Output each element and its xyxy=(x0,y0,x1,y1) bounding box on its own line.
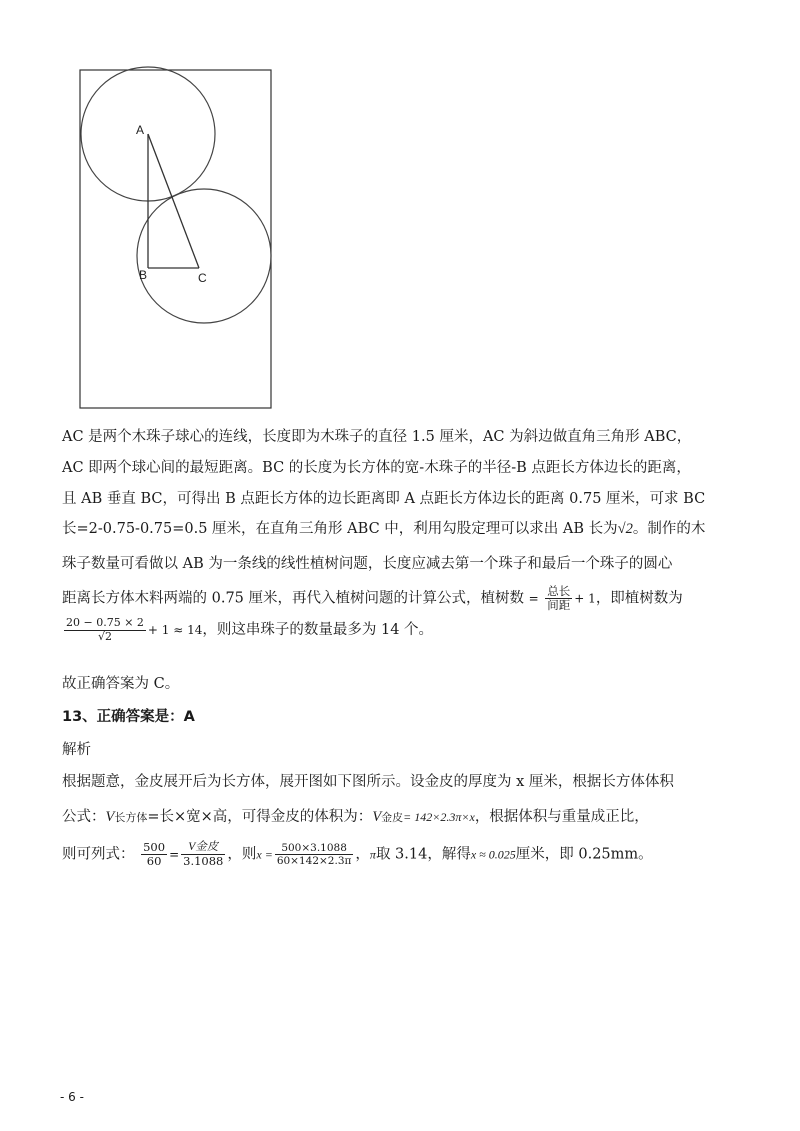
ratio-eq: = xyxy=(169,847,180,862)
pi-symbol: π xyxy=(369,847,376,862)
para1-line4-text: 长=2-0.75-0.75=0.5 厘米，在直角三角形 ABC 中，利用勾股定理可以求出 AB 长为 xyxy=(62,521,618,537)
para1-line4 xyxy=(62,517,705,538)
formula-tail: + 1 ≈ 14 xyxy=(147,623,203,638)
fraction-numerator: V金皮 xyxy=(181,841,225,855)
q13-line2-text: 公式： xyxy=(62,809,106,825)
x-fraction xyxy=(275,842,354,867)
fraction-denominator: 60×142×2.3π xyxy=(276,855,352,868)
beads-diagram xyxy=(0,0,800,420)
fraction-denominator: 间距 xyxy=(547,598,571,613)
cuboid-outline xyxy=(80,70,271,408)
q13-line3-tail: 厘米，即 0.25mm。 xyxy=(515,846,653,863)
para1-line4-tail: 。制作的木 xyxy=(632,521,706,537)
para1-line7 xyxy=(62,617,433,643)
q13-line2 xyxy=(62,805,649,826)
q13-line2-formula: =长×宽×高，可得金皮的体积为： xyxy=(147,809,373,825)
v-subscript-gold: 金皮 xyxy=(381,811,404,824)
ratio-fraction-left xyxy=(141,841,167,868)
para1-line3: 且 AB 垂直 BC，可得出 B 点距长方体的边长距离即 A 点距长方体边长的距离 0.75 厘米，可求 BC xyxy=(62,491,706,507)
analysis-label: 解析 xyxy=(62,742,91,758)
bead-circle-c xyxy=(137,189,271,323)
label-c: C xyxy=(198,271,207,285)
v-subscript-cuboid: 长方体 xyxy=(114,811,148,824)
planting-formula-fraction xyxy=(545,585,572,612)
q13-line2-tail: ，根据体积与重量成正比， xyxy=(474,809,649,825)
label-a: A xyxy=(136,123,145,137)
label-b: B xyxy=(139,268,148,282)
ratio-fraction-right xyxy=(181,841,225,868)
para1-line2: AC 即两个球心间的最短距离。BC 的长度为长方体的宽-木珠子的半径-B 点距长方体边长的距离， xyxy=(62,460,691,476)
formula-eq: = xyxy=(528,591,539,606)
q13-line3-take: 取 3.14，解得 xyxy=(375,846,471,863)
para1-line5: 珠子数量可看做以 AB 为一条线的线性植树问题，长度应减去第一个珠子和最后一个珠子的圆心 xyxy=(62,556,673,572)
q13-line3-comma: ， xyxy=(355,846,370,863)
x-equals: x = xyxy=(256,847,273,862)
fraction-numerator: 总长 xyxy=(547,584,571,598)
fraction-denominator: 60 xyxy=(146,854,162,869)
q13-line3-text: 则可列式： xyxy=(62,846,135,863)
para1-line7-text: ，则这串珠子的数量最多为 14 个。 xyxy=(202,622,434,639)
sqrt2: √2 xyxy=(617,521,633,537)
para1-line6-text: 距离长方体木料两端的 0.75 厘米，再代入植树问题的计算公式，植树数 xyxy=(62,590,525,607)
q13-line1: 根据题意，金皮展开后为长方体，展开图如下图所示。设金皮的厚度为 x 厘米，根据长方体体积 xyxy=(62,774,674,790)
v-symbol: V xyxy=(372,809,382,825)
count-formula-fraction xyxy=(64,617,146,643)
fraction-numerator: 20 − 0.75 × 2 xyxy=(66,616,144,629)
para1-line6-tail: ，即植树数为 xyxy=(595,590,683,607)
conclusion: 故正确答案为 C。 xyxy=(62,676,180,692)
para1-line6 xyxy=(62,585,683,612)
v-symbol: V xyxy=(105,809,115,825)
fraction-denominator: 3.1088 xyxy=(183,854,224,869)
formula-tail: + 1 xyxy=(574,591,596,606)
x-result: x ≈ 0.025 xyxy=(470,847,516,862)
fraction-numerator: 500×3.1088 xyxy=(275,842,354,855)
gold-volume-expr: = 142×2.3π×x xyxy=(403,810,475,824)
fraction-numerator: 500 xyxy=(143,840,166,854)
q13-heading: 13、正确答案是：A xyxy=(62,709,195,725)
q13-line3-then: ，则 xyxy=(227,846,257,863)
q13-line3 xyxy=(62,841,653,868)
page-number: - 6 - xyxy=(60,1090,84,1104)
fraction-denominator: √2 xyxy=(97,629,112,643)
para1-line1: AC 是两个木珠子球心的连线，长度即为木珠子的直径 1.5 厘米，AC 为斜边做直角三角形 ABC， xyxy=(62,429,692,445)
